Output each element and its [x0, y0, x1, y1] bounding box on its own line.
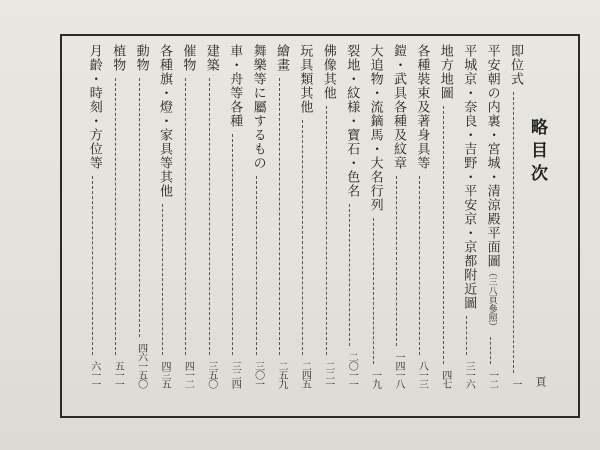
toc-entry [270, 44, 290, 388]
toc-leader-dots [162, 204, 163, 355]
toc-entry [317, 44, 337, 388]
toc-entry-title: 車・舟等各種 [227, 44, 243, 128]
toc-leader-dots [443, 106, 444, 364]
toc-leader-dots [115, 78, 116, 355]
toc-entry-title: 催物 [180, 44, 196, 72]
toc-entry-page: 二二一 [322, 361, 334, 388]
toc-entry-page: 四一二 [182, 361, 194, 388]
toc-leader-dots [466, 316, 467, 355]
toc-entry-page: 五一一 [112, 361, 124, 388]
toc-entry [200, 44, 220, 388]
toc-entry [364, 44, 384, 388]
toc-entry-title: 即位式 [508, 44, 523, 86]
toc-entry-page: 八一三 [416, 361, 428, 388]
toc-entry [106, 44, 126, 388]
toc-entry [434, 44, 454, 388]
toc-entry [457, 44, 477, 388]
toc-entry-title: 平城京・奈良・吉野・平安京・京都附近圖 [461, 44, 477, 310]
toc-entry-page: 六一一 [88, 361, 100, 388]
toc-entry [504, 44, 524, 388]
toc-entry-page: 二五九 [276, 361, 287, 388]
toc-entry-title: 平安朝の内裏・宮城・清涼殿平面圖（三八頁參照） [484, 44, 500, 331]
toc-entry-note: （三八頁參照） [486, 268, 497, 331]
toc-entry-title: 各種裝束及著身具等 [414, 44, 430, 170]
page-column-header: 頁 [534, 376, 547, 387]
toc-entry-title: 月齡・時刻・方位等 [86, 44, 102, 170]
toc-leader-dots [139, 78, 140, 337]
toc-leader-dots [326, 106, 327, 355]
toc-entry [247, 44, 267, 388]
toc-entry-page: 三五〇 [205, 361, 217, 388]
toc-entry-title: 舞樂等に屬するもの [250, 44, 266, 170]
toc-entry-page: 四三五 [159, 361, 170, 388]
toc-entry-page: 一二 [486, 370, 498, 388]
toc-entry [83, 44, 103, 388]
toc-entry-title: 裂地・紋様・寶石・色名 [344, 44, 360, 198]
toc-entry-page: 三二四 [229, 361, 241, 388]
toc-entry [130, 44, 150, 388]
toc-entry-page: 一 [510, 379, 521, 388]
toc-entry-page: 三一六 [463, 361, 475, 388]
toc-entry-page: 四六一五〇 [135, 343, 147, 388]
toc-entry [223, 44, 243, 388]
toc-leader-dots [232, 134, 233, 355]
toc-entry [153, 44, 173, 388]
toc-entry-title: 大追物・流鏑馬・大名行列 [367, 44, 383, 212]
toc-entry-title: 玩具類其他 [297, 44, 313, 114]
toc-leader-dots [279, 78, 280, 355]
toc-leader-dots [92, 176, 93, 355]
toc-entry-page: 一九 [369, 370, 381, 388]
toc-entry-page: 三〇一 [252, 361, 264, 388]
toc-entry [387, 44, 407, 388]
toc-entry-title: 各種旗・燈・家具等其他 [157, 44, 172, 198]
toc-entry-page: 二〇一一 [346, 352, 358, 388]
toc-entry-title: 地方地圖 [437, 44, 453, 100]
toc-leader-dots [185, 78, 186, 355]
toc-leader-dots [373, 218, 374, 364]
toc-entry [481, 44, 501, 388]
toc-leader-dots [396, 176, 397, 346]
toc-entry-title: 鎧・武具各種及紋章 [391, 44, 406, 170]
toc-entry-title: 建築 [203, 44, 219, 72]
toc-leader-dots [513, 92, 514, 373]
toc-leader-dots [349, 204, 350, 346]
toc-entry-page: 二四五 [299, 361, 311, 388]
page-title: 略目次 [527, 118, 547, 187]
toc-leader-dots [419, 176, 420, 355]
toc-entry-title: 佛像其他 [320, 44, 336, 100]
toc-entry [410, 44, 430, 388]
toc-leader-dots [490, 337, 491, 364]
toc-entry [293, 44, 313, 388]
toc-entry-title: 繪畫 [274, 44, 289, 72]
toc-leader-dots [302, 120, 303, 355]
toc-leader-dots [209, 78, 210, 355]
toc-entry-title: 植物 [110, 44, 126, 72]
toc-entry [176, 44, 196, 388]
toc-entry-title: 動物 [133, 44, 149, 72]
toc-entry-page: 一四一八 [393, 352, 404, 388]
toc-entry-page: 四七 [439, 370, 451, 388]
toc-leader-dots [256, 176, 257, 355]
toc-entry [340, 44, 360, 388]
